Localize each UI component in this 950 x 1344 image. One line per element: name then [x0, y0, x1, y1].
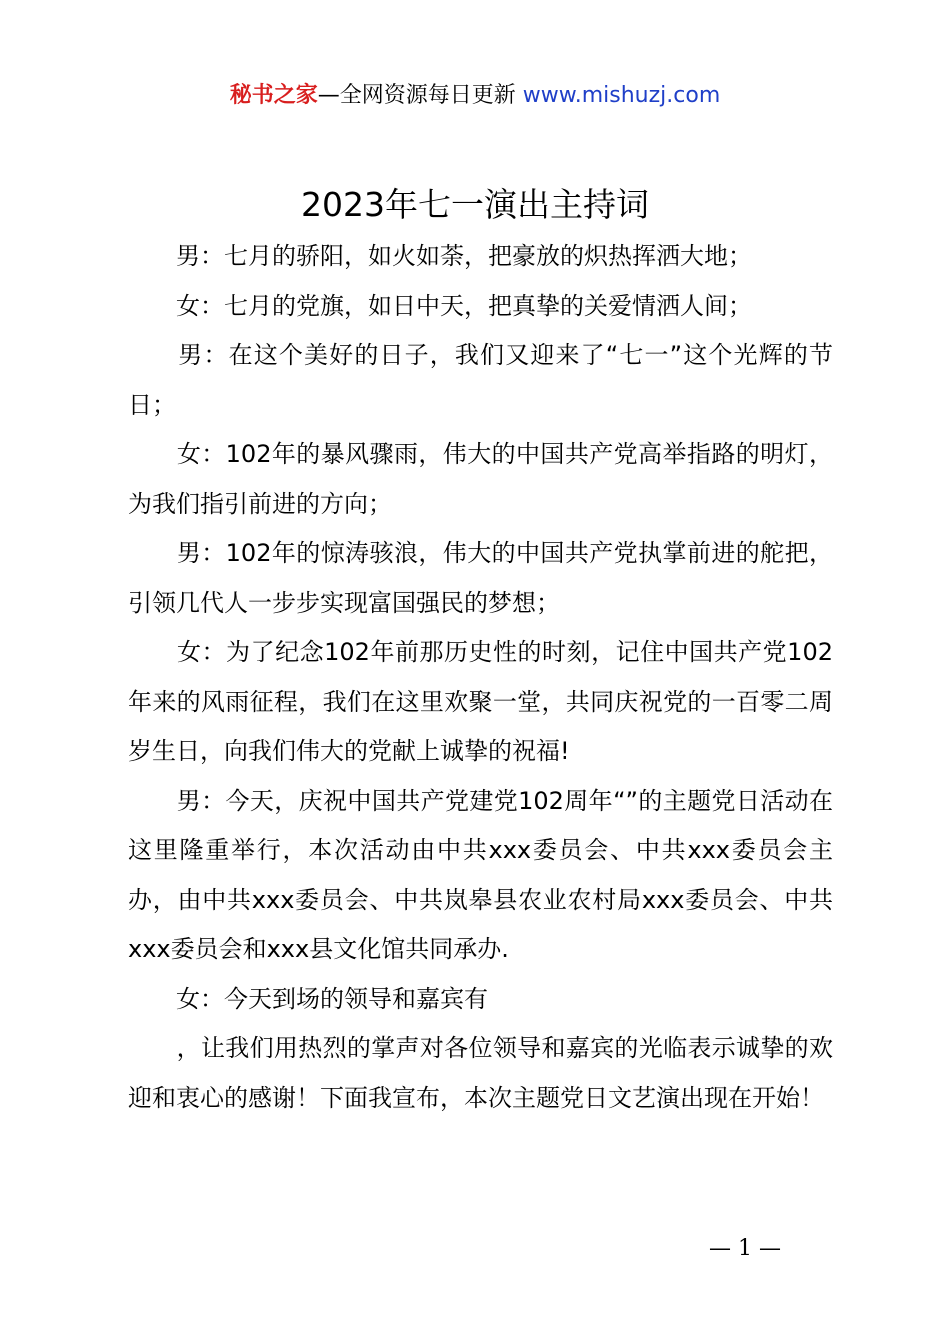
page-number: — 1 — [709, 1236, 781, 1261]
paragraph: 女：七月的党旗，如日中天，把真挚的关爱情洒人间； [128, 291, 752, 320]
paragraph: 男：102年的惊涛骇浪，伟大的中国共产党执掌前进的舵把，引领几代人一步步实现富国强民的梦想； [128, 539, 833, 617]
paragraph: 男：在这个美好的日子，我们又迎来了“七一”这个光辉的节日； [128, 341, 833, 419]
paragraph: 女：今天到场的领导和嘉宾有 [128, 984, 488, 1013]
paragraph: ，让我们用热烈的掌声对各位领导和嘉宾的光临表示诚挚的欢迎和衷心的感谢！下面我宣布，本次主题党日文艺演出现在开始！ [128, 1034, 833, 1112]
paragraph: 女：为了纪念102年前那历史性的时刻，记住中国共产党102年来的风雨征程，我们在这里欢聚一堂，共同庆祝党的一百零二周岁生日，向我们伟大的党献上诚挚的祝福! [128, 638, 833, 765]
paragraph: 男：今天，庆祝中国共产党建党102周年“”的主题党日活动在这里隆重举行，本次活动由中共xxx委员会、中共xxx委员会主办，由中共xxx委员会、中共岚皋县农业农村局xxx委员会、中共xxx委员会和xxx县文化馆共同承办. [128, 786, 833, 963]
site-brand: 秘书之家 [229, 83, 318, 108]
site-url-link[interactable]: www.mishuzj.com [522, 83, 721, 108]
document-title: 2023年七一演出主持词 [301, 185, 649, 224]
paragraph: 男：七月的骄阳，如火如荼，把豪放的炽热挥洒大地； [128, 242, 752, 270]
paragraph: 女：102年的暴风骤雨，伟大的中国共产党高举指路的明灯，为我们指引前进的方向； [128, 440, 833, 518]
document-body [128, 232, 833, 1123]
site-slogan: —全网资源每日更新 [317, 83, 516, 108]
site-header [0, 80, 950, 112]
